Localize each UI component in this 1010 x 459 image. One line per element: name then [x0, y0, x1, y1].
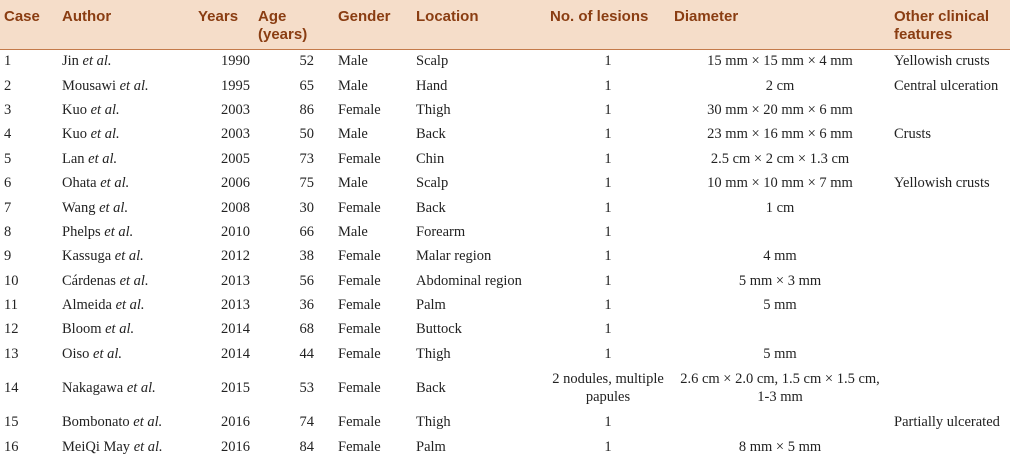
cell-diameter: 5 mm × 3 mm [738, 272, 822, 289]
author-et-al: et al. [82, 53, 112, 70]
cell-other-features [890, 220, 1010, 244]
author-name: Oiso [62, 345, 90, 362]
author-name: Kuo [62, 101, 87, 118]
cell-year: 2013 [221, 272, 250, 289]
cell-case: 8 [4, 223, 12, 240]
cell-lesions: 1 [604, 438, 612, 455]
cell-location: Scalp [416, 53, 449, 70]
cell-lesions: 1 [604, 248, 612, 265]
table-row [0, 122, 1010, 146]
cell-age: 68 [299, 321, 314, 338]
author-name: Ohata [62, 175, 97, 192]
cell-case: 14 [4, 380, 19, 397]
cell-lesions: 1 [604, 77, 612, 94]
table-body [0, 49, 1010, 459]
table-row [0, 269, 1010, 293]
cell-other-features [890, 366, 1010, 410]
cell-other-features [890, 244, 1010, 268]
author-et-al: et al. [115, 297, 145, 314]
cell-location: Thigh [416, 414, 451, 431]
cell-lesions: 1 [604, 297, 612, 314]
table-row [0, 171, 1010, 195]
cell-author [58, 434, 194, 458]
table-row [0, 317, 1010, 341]
author-et-al: et al. [88, 150, 118, 167]
table-row [0, 366, 1010, 410]
cell-other-features [890, 269, 1010, 293]
cell-gender: Male [338, 53, 368, 70]
cell-location: Abdominal region [416, 272, 522, 289]
header-author: Author [62, 8, 112, 25]
cell-age: 86 [299, 101, 314, 118]
cell-diameter [670, 220, 890, 244]
cell-gender: Male [338, 175, 368, 192]
cell-lesions: 1 [604, 126, 612, 143]
cell-location: Forearm [416, 223, 466, 240]
table-row [0, 98, 1010, 122]
cell-author [58, 49, 194, 73]
author-et-al: et al. [99, 199, 129, 216]
table-row [0, 434, 1010, 458]
table-row [0, 220, 1010, 244]
cell-other-features: Yellowish crusts [894, 175, 990, 192]
author-name: Cárdenas [62, 272, 116, 289]
cell-lesions: 2 nodules, multiple papules [552, 371, 664, 406]
cell-gender: Female [338, 101, 381, 118]
cell-other-features [890, 434, 1010, 458]
cell-year: 2014 [221, 345, 250, 362]
cell-gender: Female [338, 297, 381, 314]
header-gender: Gender [338, 8, 391, 25]
header-other-line1: Other clinical [894, 8, 990, 25]
header-case: Case [4, 8, 40, 25]
cell-case: 6 [4, 175, 12, 192]
cell-year: 2008 [221, 199, 250, 216]
cell-diameter [670, 317, 890, 341]
cell-location: Thigh [416, 345, 451, 362]
table-row [0, 410, 1010, 434]
cell-case: 2 [4, 77, 12, 94]
cell-author [58, 73, 194, 97]
cell-age: 53 [299, 380, 314, 397]
cell-location: Back [416, 126, 446, 143]
table-row [0, 244, 1010, 268]
cell-gender: Male [338, 77, 368, 94]
cell-other-features [890, 342, 1010, 366]
cell-lesions: 1 [604, 414, 612, 431]
author-et-al: et al. [119, 77, 149, 94]
author-et-al: et al. [100, 175, 130, 192]
cell-gender: Female [338, 199, 381, 216]
cell-case: 9 [4, 248, 12, 265]
cell-diameter: 23 mm × 16 mm × 6 mm [707, 126, 853, 143]
cell-diameter: 2.5 cm × 2 cm × 1.3 cm [710, 150, 850, 167]
cell-diameter: 8 mm × 5 mm [738, 438, 822, 455]
cell-year: 2014 [221, 321, 250, 338]
cell-diameter: 2.6 cm × 2.0 cm, 1.5 cm × 1.5 cm, 1-3 mm [680, 371, 880, 406]
cell-author [58, 317, 194, 341]
cell-case: 3 [4, 101, 12, 118]
cell-year: 2006 [221, 175, 250, 192]
cell-other-features: Partially ulcerated [894, 414, 1000, 431]
cell-lesions: 1 [604, 101, 612, 118]
author-name: Jin [62, 53, 79, 70]
table-row [0, 147, 1010, 171]
cell-case: 10 [4, 272, 19, 289]
author-name: Phelps [62, 223, 101, 240]
header-location: Location [416, 8, 479, 25]
author-et-al: et al. [93, 345, 123, 362]
header-years: Years [198, 8, 239, 25]
cell-location: Palm [416, 297, 446, 314]
cell-author [58, 98, 194, 122]
cell-lesions: 1 [604, 175, 612, 192]
cell-case: 16 [4, 438, 19, 455]
cell-lesions: 1 [604, 345, 612, 362]
cell-author [58, 195, 194, 219]
cell-year: 2015 [221, 380, 250, 397]
cell-age: 44 [299, 345, 314, 362]
cell-diameter: 5 mm [763, 297, 797, 314]
cell-other-features [890, 195, 1010, 219]
header-other-features [890, 0, 1010, 49]
cell-author [58, 366, 194, 410]
cell-year: 1990 [221, 53, 250, 70]
cell-lesions: 1 [604, 199, 612, 216]
author-et-al: et al. [114, 248, 144, 265]
author-et-al: et al. [90, 126, 120, 143]
cell-case: 11 [4, 297, 18, 314]
cell-gender: Female [338, 248, 381, 265]
cell-case: 4 [4, 126, 12, 143]
cell-author [58, 342, 194, 366]
cell-author [58, 220, 194, 244]
cell-lesions: 1 [604, 53, 612, 70]
header-age [254, 0, 318, 49]
author-name: Almeida [62, 297, 112, 314]
cell-diameter: 30 mm × 20 mm × 6 mm [707, 101, 853, 118]
cell-case: 15 [4, 414, 19, 431]
cell-lesions: 1 [604, 223, 612, 240]
cell-location: Malar region [416, 248, 492, 265]
cell-diameter: 1 cm [765, 199, 795, 216]
cell-location: Palm [416, 438, 446, 455]
cell-location: Back [416, 380, 446, 397]
header-row [0, 0, 1010, 49]
cell-lesions: 1 [604, 150, 612, 167]
cell-year: 1995 [221, 77, 250, 94]
author-name: Kassuga [62, 248, 112, 265]
cell-age: 30 [299, 199, 314, 216]
cell-year: 2013 [221, 297, 250, 314]
cell-gender: Female [338, 150, 381, 167]
cell-location: Buttock [416, 321, 462, 338]
cell-age: 38 [299, 248, 314, 265]
cell-other-features [890, 98, 1010, 122]
cell-diameter: 10 mm × 10 mm × 7 mm [707, 175, 853, 192]
cell-diameter: 4 mm [763, 248, 797, 265]
header-age-line1: Age [258, 8, 287, 25]
author-name: Wang [62, 199, 96, 216]
cell-other-features [890, 317, 1010, 341]
cell-age: 65 [299, 77, 314, 94]
cell-other-features [890, 293, 1010, 317]
author-et-al: et al. [133, 414, 163, 431]
author-et-al: et al. [126, 380, 156, 397]
cell-other-features: Crusts [894, 126, 932, 143]
cell-location: Thigh [416, 101, 451, 118]
cell-author [58, 410, 194, 434]
cell-diameter: 2 cm [765, 77, 795, 94]
table-row [0, 293, 1010, 317]
author-name: Mousawi [62, 77, 116, 94]
cell-age: 74 [299, 414, 314, 431]
cell-location: Back [416, 199, 446, 216]
author-name: Kuo [62, 126, 87, 143]
cell-year: 2016 [221, 438, 250, 455]
table-row [0, 342, 1010, 366]
author-name: Bombonato [62, 414, 130, 431]
cell-gender: Female [338, 414, 381, 431]
author-name: Lan [62, 150, 85, 167]
cell-age: 66 [299, 223, 314, 240]
cell-author [58, 147, 194, 171]
table-row [0, 195, 1010, 219]
table-row [0, 73, 1010, 97]
cell-gender: Female [338, 272, 381, 289]
author-name: Bloom [62, 321, 102, 338]
cell-author [58, 122, 194, 146]
cell-diameter [670, 410, 890, 434]
cell-age: 36 [299, 297, 314, 314]
cell-location: Scalp [416, 175, 449, 192]
author-et-al: et al. [119, 272, 149, 289]
cell-author [58, 269, 194, 293]
header-diameter: Diameter [674, 8, 739, 25]
cell-year: 2016 [221, 414, 250, 431]
cell-year: 2012 [221, 248, 250, 265]
author-et-al: et al. [133, 438, 163, 455]
cell-case: 13 [4, 345, 19, 362]
cell-lesions: 1 [604, 321, 612, 338]
header-lesions: No. of lesions [550, 8, 649, 25]
cell-diameter: 15 mm × 15 mm × 4 mm [707, 53, 853, 70]
cell-age: 75 [299, 175, 314, 192]
cell-location: Hand [416, 77, 448, 94]
cell-year: 2003 [221, 126, 250, 143]
cell-year: 2010 [221, 223, 250, 240]
cell-gender: Male [338, 126, 368, 143]
author-et-al: et al. [90, 101, 120, 118]
cell-case: 7 [4, 199, 12, 216]
cell-age: 84 [299, 438, 314, 455]
cell-gender: Female [338, 345, 381, 362]
cell-diameter: 5 mm [763, 345, 797, 362]
cell-location: Chin [416, 150, 445, 167]
cell-gender: Female [338, 321, 381, 338]
header-age-line2: (years) [258, 26, 308, 43]
cell-gender: Female [338, 380, 381, 397]
author-name: Nakagawa [62, 380, 124, 397]
cell-author [58, 293, 194, 317]
cell-other-features: Central ulceration [894, 77, 999, 94]
cell-case: 12 [4, 321, 19, 338]
cell-author [58, 244, 194, 268]
cell-age: 52 [299, 53, 314, 70]
cell-author [58, 171, 194, 195]
author-et-al: et al. [104, 223, 134, 240]
cell-lesions: 1 [604, 272, 612, 289]
cell-age: 56 [299, 272, 314, 289]
cell-age: 73 [299, 150, 314, 167]
cell-age: 50 [299, 126, 314, 143]
cell-year: 2005 [221, 150, 250, 167]
author-name: MeiQi May [62, 438, 131, 455]
cell-case: 1 [4, 53, 12, 70]
author-et-al: et al. [105, 321, 135, 338]
cell-other-features [890, 147, 1010, 171]
header-other-line2: features [894, 26, 953, 43]
cell-other-features: Yellowish crusts [894, 53, 990, 70]
table-row [0, 49, 1010, 73]
cell-gender: Female [338, 438, 381, 455]
cell-case: 5 [4, 150, 12, 167]
cell-gender: Male [338, 223, 368, 240]
cell-year: 2003 [221, 101, 250, 118]
